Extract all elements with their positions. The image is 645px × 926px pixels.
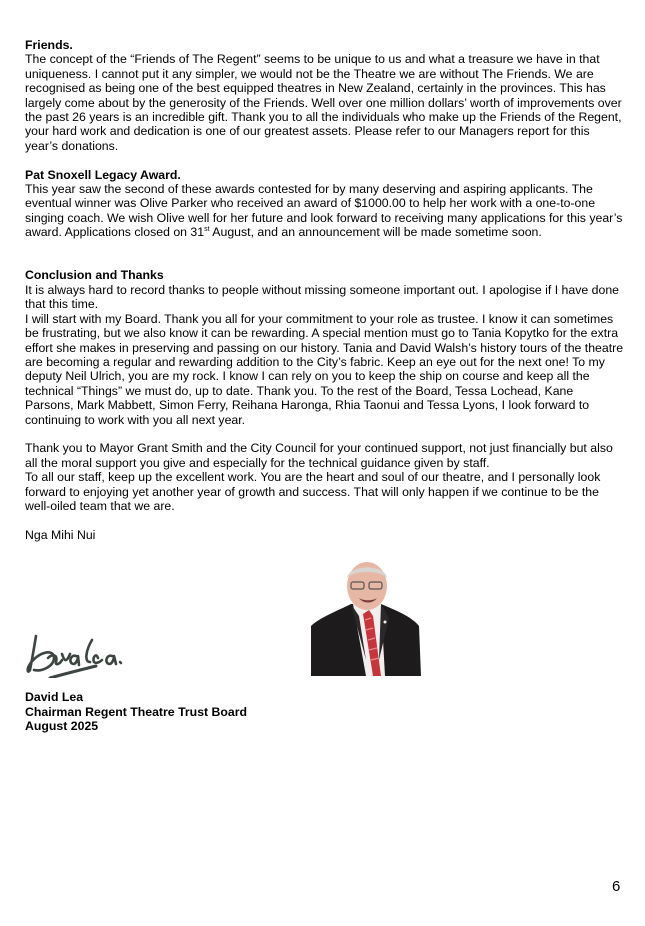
closing-greeting: Nga Mihi Nui xyxy=(25,527,96,542)
signatory-name: David Lea xyxy=(25,690,84,704)
award-body xyxy=(25,182,625,240)
signatory-title: Chairman Regent Theatre Trust Board xyxy=(25,704,248,719)
conclusion-paragraph-3: Thank you to Mayor Grant Smith and the City Council for your continued support, not just financially but also all the moral support you give and especially for the technical guidance given by staff. xyxy=(25,441,613,470)
page-number: 6 xyxy=(612,878,621,895)
signature-date: August 2025 xyxy=(25,719,99,734)
friends-section xyxy=(25,38,625,153)
chairman-photo xyxy=(311,560,421,676)
friends-body: The concept of the “Friends of The Regent” seems to be unique to us and what a treasure we have in that uniqueness. I cannot put it any simpler, we would not be the Theatre we are without The Friends. We are recognised as being one of the best equipped theatres in New Zealand, certainly in the provinces. This has largely come about by the generosity of the Friends. Well over one million dollars’ worth of improvements over the past 26 years is an incredible gift. Thank you to all the individuals who make up the Friends of the Regent, your hard work and dedication is one of our greatest assets. Please refer to our Managers report for this year’s donations. xyxy=(25,52,622,153)
conclusion-section xyxy=(25,268,625,542)
conclusion-paragraph-2: I will start with my Board. Thank you all for your commitment to your role as trustee. I know it can sometimes be frustrating, but we also know it can be rewarding. A special mention must go to Tania Kopytko for the extra effort she makes in preserving and passing on our history. Tania and David Walsh’s history tours of the theatre are becoming a regular and rewarding addition to the City’s fabric. Keep an eye out for the next one! To my deputy Neil Ulrich, you are my rock. I know I can rely on you to keep the ship on course and keep all the technical “Things” we must do, up to date. Thank you. To the rest of the Board, Tessa Lochead, Kane Parsons, Mark Mabbett, Simon Ferry, Reihana Haronga, Rhia Taonui and Tessa Lyons, I look forward to continuing to work with you all next year. xyxy=(25,311,624,427)
conclusion-paragraph-1: It is always hard to record thanks to people without missing someone important out. I apologise if I have done that this time. xyxy=(25,282,619,312)
signature-image xyxy=(24,618,134,678)
friends-heading: Friends. xyxy=(25,38,73,52)
signature-block xyxy=(25,690,247,734)
conclusion-heading: Conclusion and Thanks xyxy=(25,268,164,283)
award-body-text: This year saw the second of these awards contested for by many deserving and aspiring applicants. The eventual winner was Olive Parker who received an award of $1000.00 to help her work with a one-to-one singing coach. We wish Olive well for her future and look forward to receiving many applications for this year’s award. Applications closed on 31 xyxy=(25,182,623,240)
award-heading: Pat Snoxell Legacy Award. xyxy=(25,167,181,182)
ordinal-suffix: st xyxy=(204,226,210,234)
document-page xyxy=(25,38,625,542)
conclusion-paragraph-4: To all our staff, keep up the excellent work. You are the heart and soul of our theatre, and I personally look forward to enjoying yet another year of growth and success. That will only happen if we continue to be the well-oiled team that we are. xyxy=(25,470,601,513)
award-section xyxy=(25,168,625,240)
award-body-text-end: August, and an announcement will be made sometime soon. xyxy=(209,225,542,240)
